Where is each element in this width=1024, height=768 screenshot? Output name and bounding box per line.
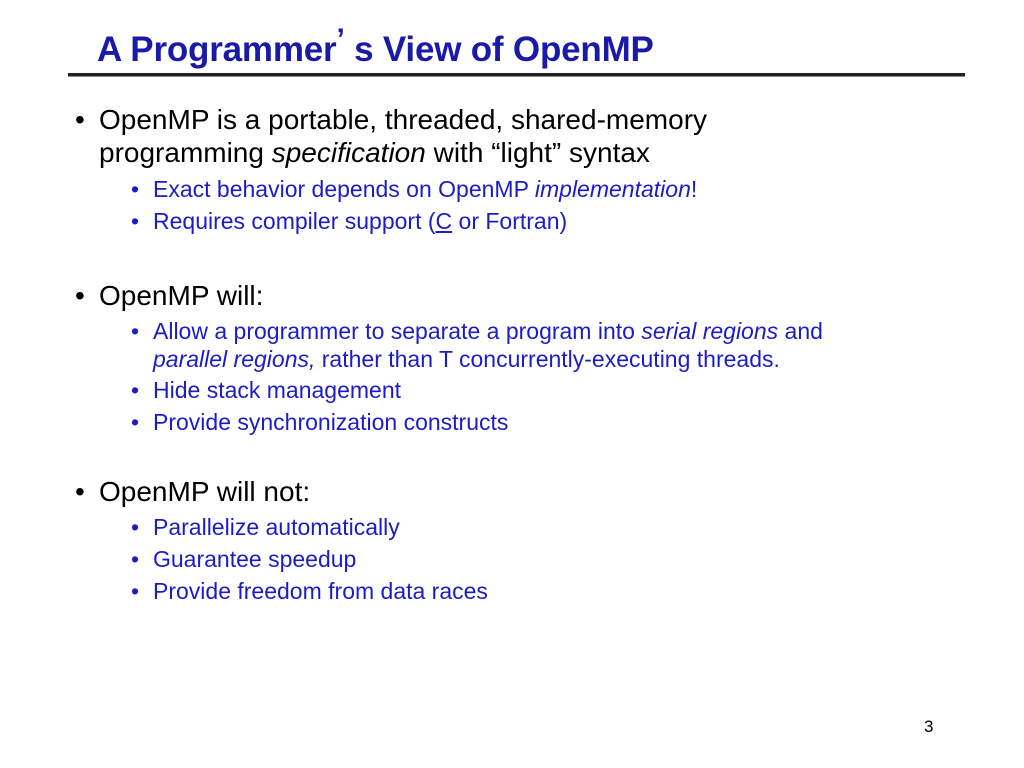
- bullet-icon: •: [131, 409, 140, 435]
- bullet-icon: •: [131, 578, 140, 604]
- bullet-icon: •: [131, 208, 140, 234]
- bullet-text-line-1: OpenMP is a portable, threaded, shared-memory: [99, 104, 708, 135]
- slide: A Programmer’ s View of OpenMP • OpenMP is a portable, threaded, shared-memory programming specification with “light” syntax • Exact behavior depends on OpenMP implementation! • Requires compiler support (C or Fortran) • OpenMP will: • Allow a programmer to separate a program into serial regions and parallel regions, rather than T concurrently-executing threads. • Hide stack management • Provide synchronization constructs • OpenMP will not: • Parallelize automatically • Guarantee speedup • Provide freedom from data races 3: [0, 0, 1024, 768]
- bullet-icon: •: [131, 546, 140, 572]
- bullet-icon: •: [131, 176, 140, 202]
- bullet-icon: •: [75, 104, 85, 135]
- bullet-icon: •: [75, 280, 85, 311]
- serial-regions-italic: serial regions: [641, 318, 779, 344]
- title-part-1: A Programmer: [97, 30, 337, 69]
- implementation-italic: implementation: [534, 176, 691, 202]
- bullet-text-line-2: programming specification with “light” syntax: [99, 137, 650, 168]
- bullet-icon: •: [131, 318, 140, 344]
- specification-italic: specification: [271, 137, 426, 168]
- title-apostrophe: ’: [336, 23, 345, 56]
- bullet-icon: •: [131, 377, 140, 403]
- bullet-icon: •: [75, 476, 85, 507]
- bullet-icon: •: [131, 514, 140, 540]
- slide-title: [97, 23, 654, 70]
- page-number: 3: [924, 717, 934, 736]
- parallel-regions-italic: parallel regions,: [153, 346, 316, 372]
- title-part-2: s View of OpenMP: [344, 30, 654, 69]
- title-underline-divider: [68, 73, 965, 77]
- c-language-link[interactable]: C: [435, 208, 453, 234]
